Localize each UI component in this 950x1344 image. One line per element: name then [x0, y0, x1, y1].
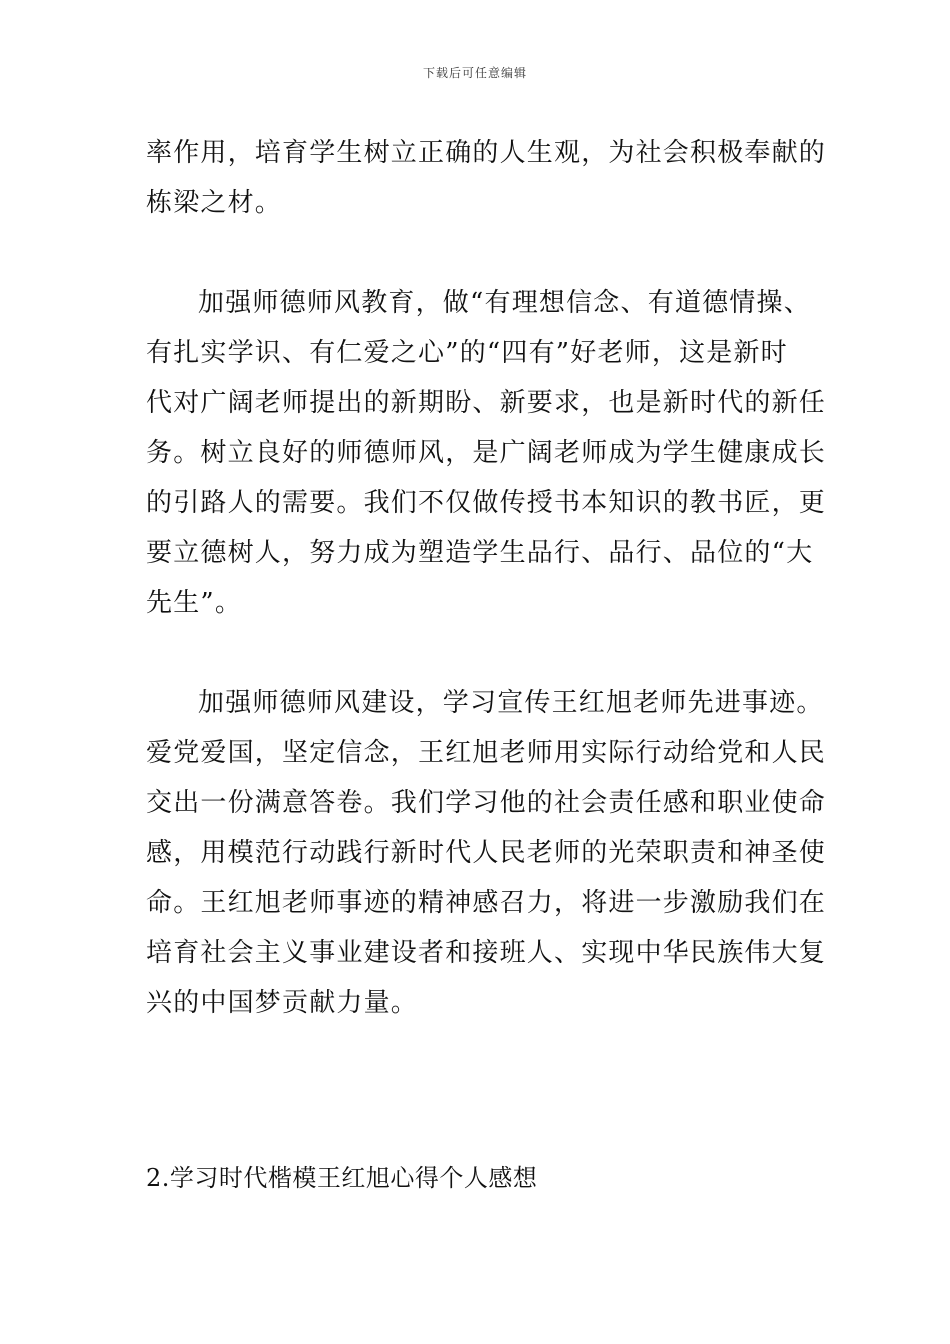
text-line: 务。树立良好的师德师风，是广阔老师成为学生健康成长 [146, 438, 827, 468]
text-line: 代对广阔老师提出的新期盼、新要求，也是新时代的新任 [146, 388, 827, 418]
text-line: 先生”。 [146, 588, 243, 618]
text-line: 兴的中国梦贡献力量。 [146, 988, 419, 1018]
text-line: 率作用，培育学生树立正确的人生观，为社会积极奉献的 [146, 138, 827, 168]
paragraph-3 [146, 678, 827, 1028]
page-header: 下载后可任意编辑 [422, 66, 527, 80]
text-line: 有扎实学识、有仁爱之心”的“四有”好老师，这是新时 [146, 338, 788, 368]
text-line: 的引路人的需要。我们不仅做传授书本知识的教书匠，更 [146, 488, 827, 518]
section-heading-block [146, 1153, 808, 1203]
text-line: 要立德树人，努力成为塑造学生品行、品行、品位的“大 [146, 538, 814, 568]
text-line: 爱党爱国，坚定信念，王红旭老师用实际行动给党和人民 [146, 738, 827, 768]
text-line: 命。王红旭老师事迹的精神感召力，将进一步激励我们在 [146, 888, 827, 918]
paragraph-1 [146, 128, 827, 228]
text-line: 感，用模范行动践行新时代人民老师的光荣职责和神圣使 [146, 838, 827, 868]
section-heading: 2.学习时代楷模王红旭心得个人感想 [146, 1164, 538, 1192]
text-line: 加强师德师风教育，做“有理想信念、有道德情操、 [198, 288, 811, 318]
text-line: 培育社会主义事业建设者和接班人、实现中华民族伟大复 [146, 938, 827, 968]
paragraph-2 [146, 278, 827, 628]
text-line: 栋梁之材。 [146, 188, 283, 218]
text-line: 加强师德师风建设，学习宣传王红旭老师先进事迹。 [198, 688, 824, 718]
document-body [146, 128, 827, 1203]
text-line: 交出一份满意答卷。我们学习他的社会责任感和职业使命 [146, 788, 827, 818]
